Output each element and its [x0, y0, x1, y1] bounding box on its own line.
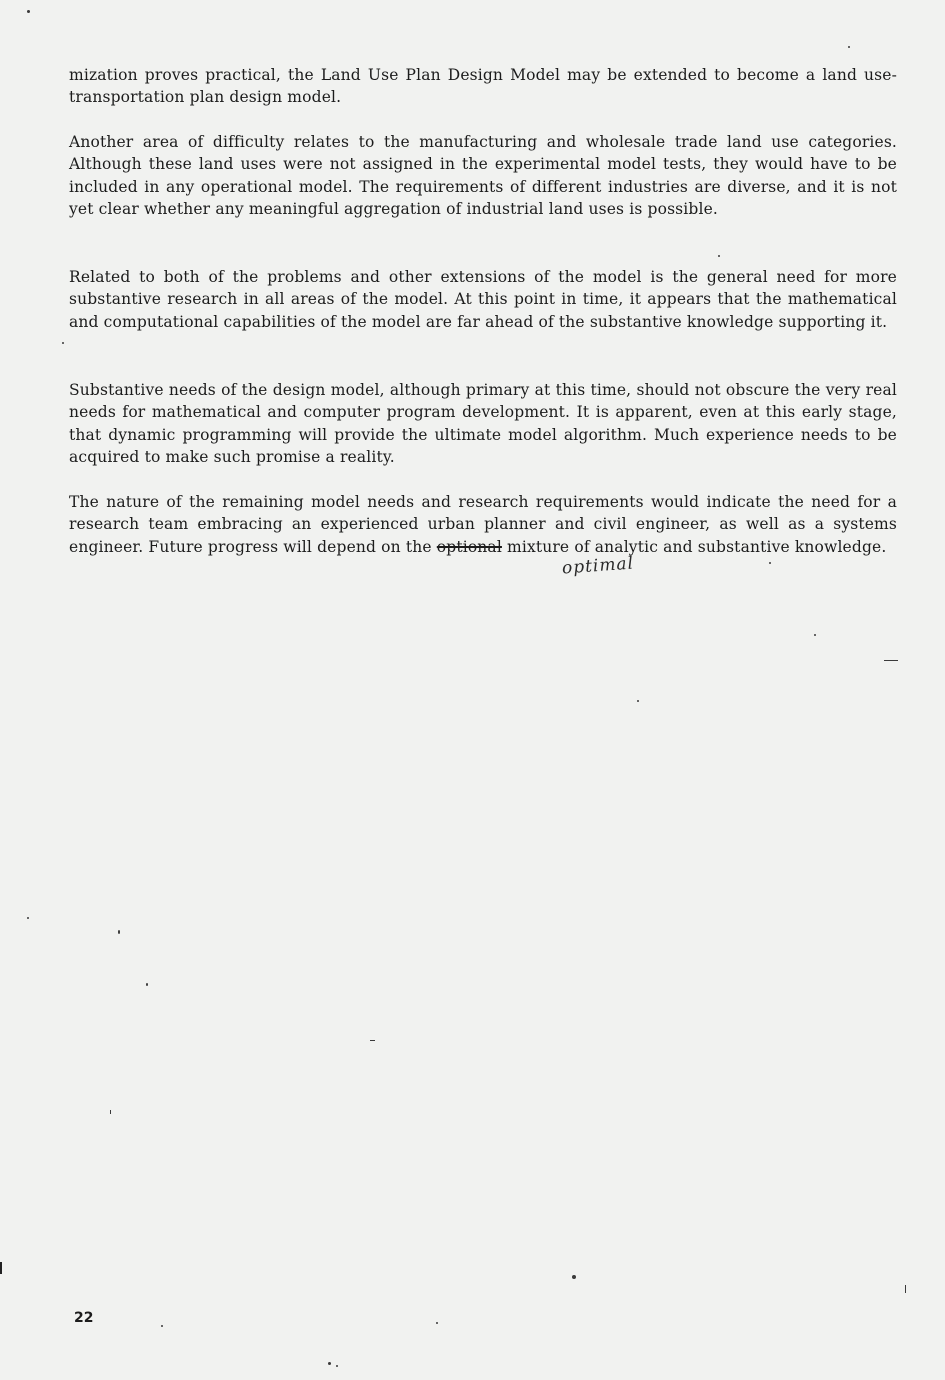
- scan-speck: [718, 255, 720, 257]
- scan-speck: [848, 46, 850, 48]
- paragraph-5-text-after: mixture of analytic and substantive knowledge.: [501, 537, 887, 556]
- paragraph-5: [69, 491, 897, 558]
- paragraph-4: Substantive needs of the design model, although primary at this time, should not obscure the very real needs for mathematical and computer program development. It is apparent, even at this early stage, that dynamic programming will provide the ultimate model algorithm. Much experience needs to be acquired to make such promise a reality.: [69, 381, 897, 467]
- scan-speck: [27, 917, 29, 919]
- scan-speck: [905, 1285, 906, 1293]
- scan-speck: [161, 1325, 163, 1327]
- scan-speck: [370, 1040, 375, 1041]
- scan-speck: [146, 983, 148, 986]
- scan-speck: [328, 1362, 331, 1365]
- scan-speck: [336, 1365, 338, 1367]
- scan-speck: [118, 930, 120, 934]
- paragraph-1: mization proves practical, the Land Use Plan Design Model may be extended to become a land use-transportation plan design model.: [69, 66, 897, 107]
- scan-speck: [436, 1322, 438, 1324]
- handwritten-correction: optimal: [561, 553, 635, 579]
- scan-speck: [814, 634, 816, 636]
- scan-speck: [769, 562, 771, 564]
- scan-speck: [62, 342, 64, 344]
- scan-speck: [884, 660, 898, 661]
- scan-edge-mark: [0, 1262, 2, 1274]
- scan-speck: [27, 10, 30, 13]
- paragraph-5-text-before: The nature of the remaining model needs and research requirements would indicate the need for a research team embracing an experienced urban planner and civil engineer, as well as a systems engineer. Future progress will depend on the: [69, 493, 897, 556]
- scan-speck: [637, 700, 639, 702]
- scan-speck: [110, 1110, 111, 1114]
- struck-word: optional: [436, 537, 502, 556]
- paragraph-2: Another area of difficulty relates to the manufacturing and wholesale trade land use categories. Although these land uses were not assigned in the experimental model tests, they would have to be included in any operational model. The requirements of different industries are diverse, and it is not yet clear whether any meaningful aggregation of industrial land uses is possible.: [69, 133, 897, 219]
- page-number: 22: [74, 1310, 94, 1326]
- scan-speck: [572, 1275, 576, 1279]
- paragraph-3: Related to both of the problems and other extensions of the model is the general need for more substantive research in all areas of the model. At this point in time, it appears that the mathematical and computational capabilities of the model are far ahead of the substantive knowledge supporting it.: [69, 268, 897, 331]
